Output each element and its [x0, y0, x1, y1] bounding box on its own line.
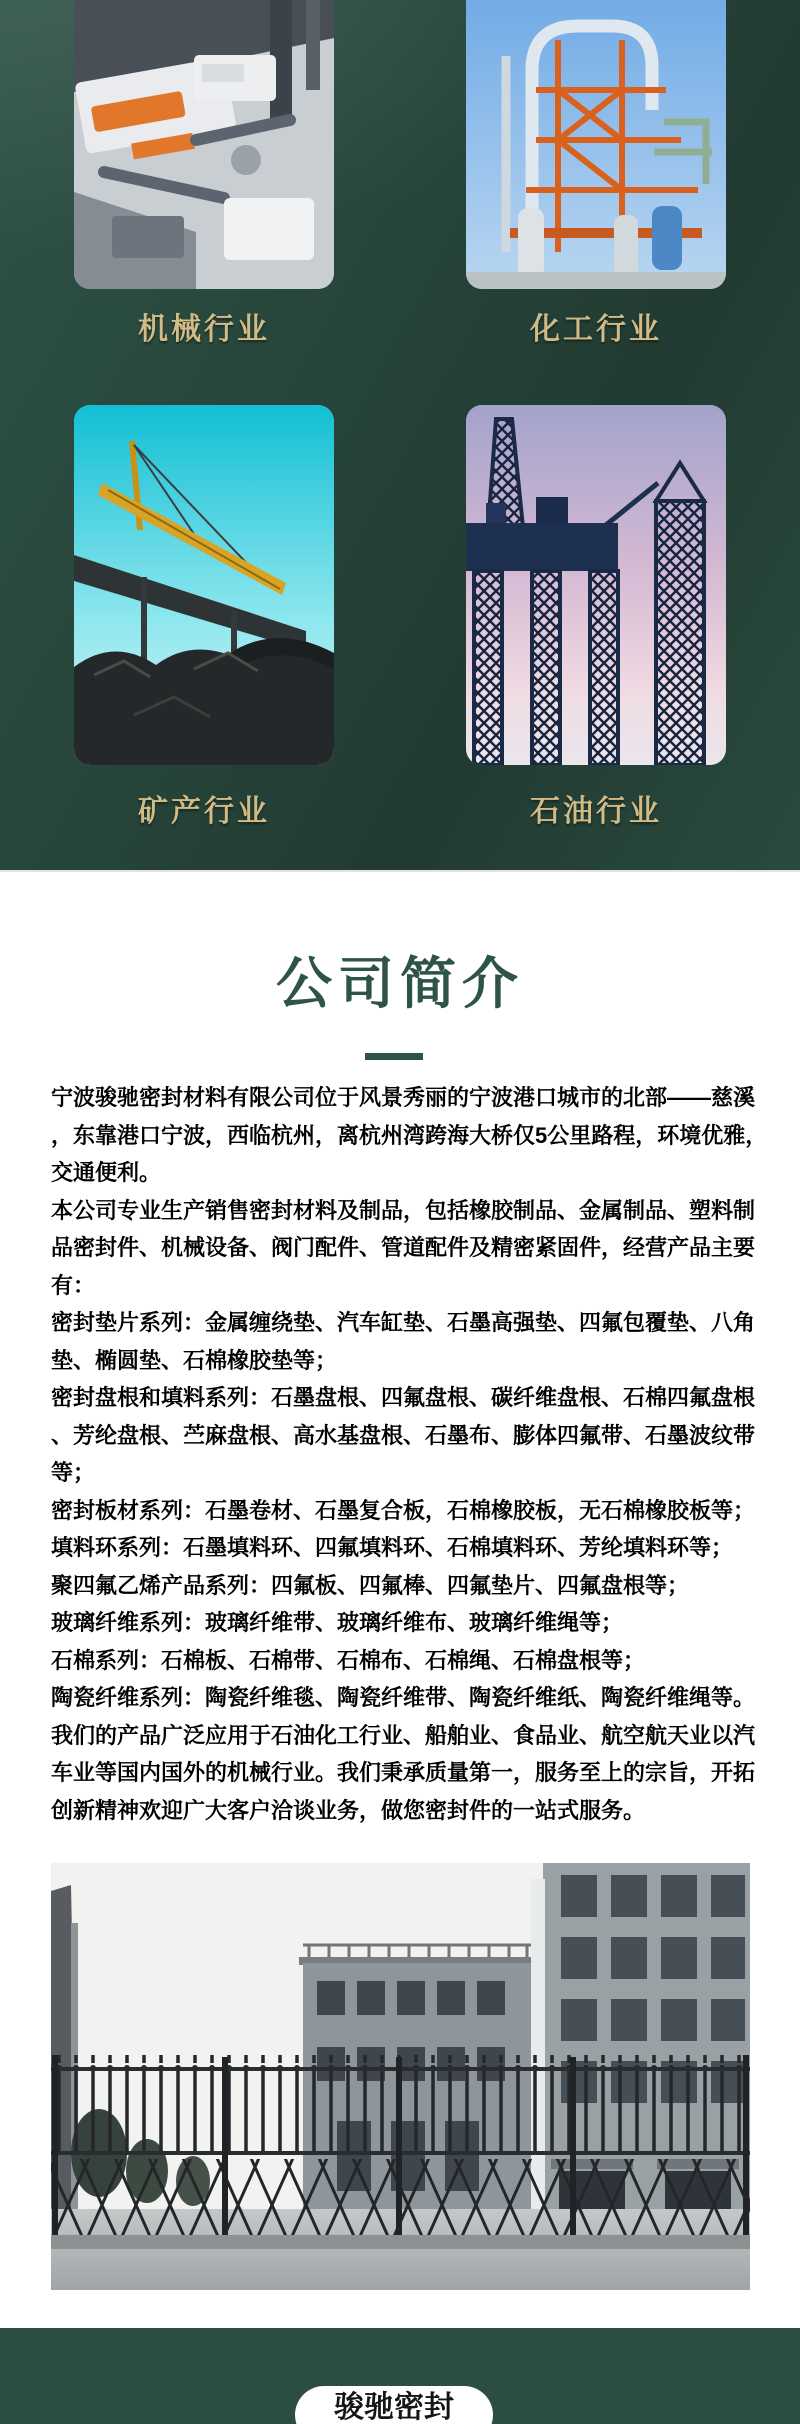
about-text-line: 交通便利。 [51, 1160, 162, 1185]
industry-label-mining: 矿产行业 [138, 795, 270, 828]
about-section-title: 公司简介 [276, 952, 524, 1015]
mining-industry-image [74, 405, 334, 765]
industry-card-machinery[interactable] [74, 0, 334, 289]
petroleum-industry-image [466, 405, 726, 765]
industry-label-chemical: 化工行业 [530, 313, 662, 346]
about-text-line: 品密封件、机械设备、阀门配件、管道配件及精密紧固件，经营产品主要 [51, 1235, 756, 1260]
brand-badge-button[interactable]: 骏驰密封 [295, 2386, 493, 2424]
about-text-line: 宁波骏驰密封材料有限公司位于风景秀丽的宁波港口城市的北部——慈溪 [51, 1085, 756, 1110]
title-divider [365, 1053, 423, 1060]
about-text-line: 、芳纶盘根、苎麻盘根、高水基盘根、石墨布、膨体四氟带、石墨波纹带 [51, 1422, 756, 1448]
about-text-line: 玻璃纤维系列：玻璃纤维带、玻璃纤维布、玻璃纤维绳等； [51, 1610, 624, 1635]
industry-label-petroleum: 石油行业 [530, 795, 662, 828]
about-text-line: 有： [51, 1272, 96, 1298]
about-text-line: 我们的产品广泛应用于石油化工行业、船舶业、食品业、航空航天业以汽 [51, 1722, 756, 1748]
about-text-line: 创新精神欢迎广大客户洽谈业务，做您密封件的一站式服务。 [51, 1797, 646, 1823]
chemical-industry-image [466, 0, 726, 289]
about-text-line: ，东靠港口宁波，西临杭州，离杭州湾跨海大桥仅5公里路程，环境优雅， [51, 1122, 768, 1148]
about-text-line: 石棉系列：石棉板、石棉带、石棉布、石棉绳、石棉盘根等； [51, 1647, 646, 1673]
about-body-text [51, 1079, 768, 1829]
about-text-line: 密封盘根和填料系列：石墨盘根、四氟盘根、碳纤维盘根、石棉四氟盘根 [51, 1385, 756, 1410]
machinery-industry-image [74, 0, 334, 289]
about-text-line: 车业等国内国外的机械行业。我们秉承质量第一，服务至上的宗旨，开拓 [51, 1760, 756, 1785]
hero-section [0, 0, 800, 872]
industry-card-chemical[interactable] [466, 0, 726, 289]
about-text-line: 密封垫片系列：金属缠绕垫、汽车缸垫、石墨高强垫、四氟包覆垫、八角 [51, 1310, 756, 1335]
about-text-line: 密封板材系列：石墨卷材、石墨复合板，石棉橡胶板，无石棉橡胶板等； [51, 1497, 756, 1523]
industry-card-mining[interactable] [74, 405, 334, 765]
about-text-line: 等； [51, 1460, 96, 1485]
about-text-line: 陶瓷纤维系列：陶瓷纤维毯、陶瓷纤维带、陶瓷纤维纸、陶瓷纤维绳等。 [51, 1685, 756, 1710]
about-text-line: 聚四氟乙烯产品系列：四氟板、四氟棒、四氟垫片、四氟盘根等； [51, 1572, 690, 1598]
industry-card-petroleum[interactable] [466, 405, 726, 765]
company-factory-photo [51, 1863, 750, 2290]
industry-label-machinery: 机械行业 [138, 313, 270, 346]
factory-building-image [51, 1863, 750, 2290]
about-text-line: 垫、椭圆垫、石棉橡胶垫等； [51, 1347, 338, 1373]
about-text-line: 本公司专业生产销售密封材料及制品，包括橡胶制品、金属制品、塑料制 [51, 1197, 756, 1223]
about-text-line: 填料环系列：石墨填料环、四氟填料环、石棉填料环、芳纶填料环等； [51, 1535, 734, 1560]
